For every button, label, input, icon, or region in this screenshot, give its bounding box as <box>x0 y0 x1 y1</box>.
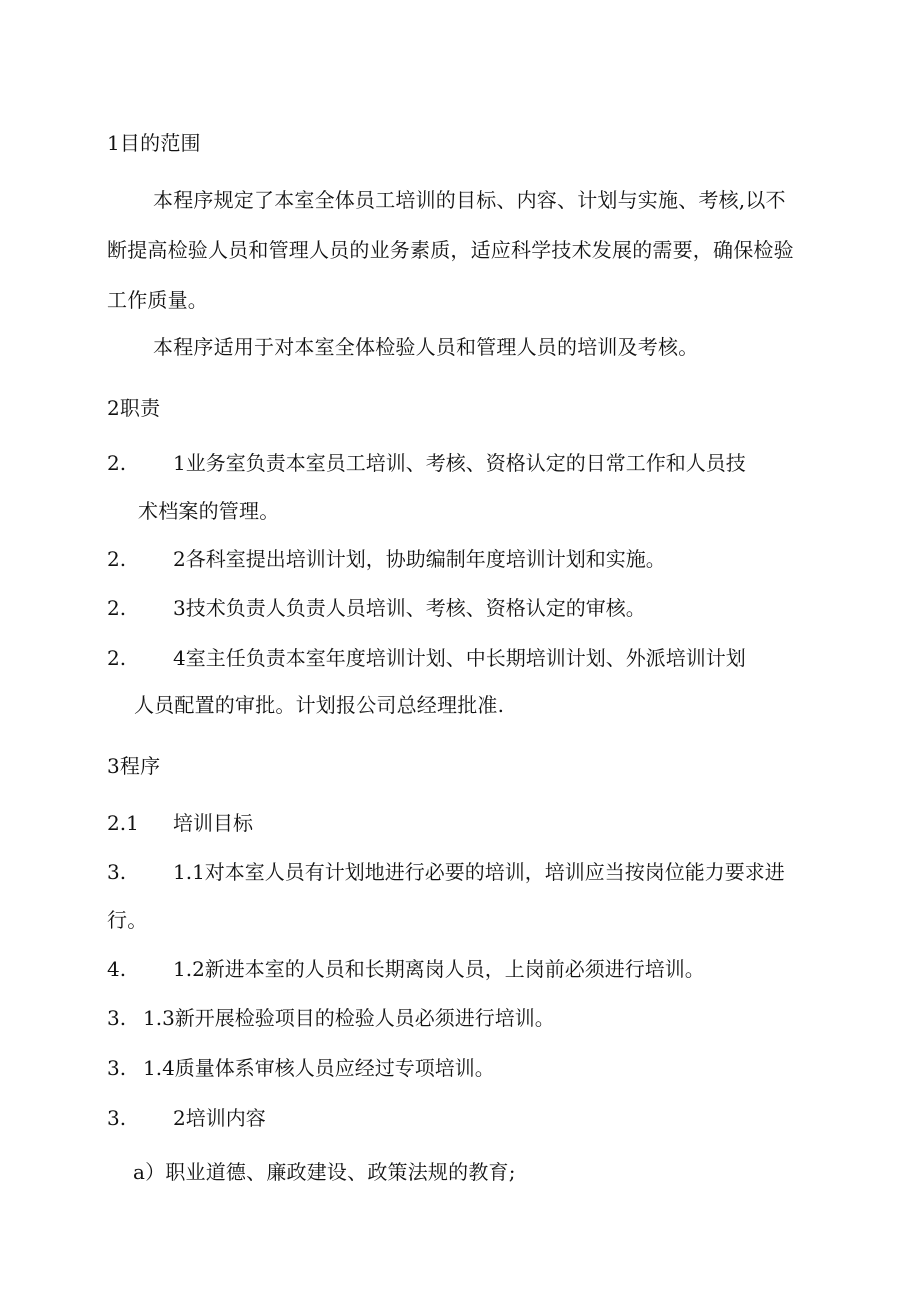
item-text: 3技术负责人负责人员培训、考核、资格认定的审核。 <box>173 596 646 620</box>
section-3-heading: 3程序 <box>107 754 161 778</box>
subsection-heading <box>107 809 253 837</box>
item-number: 3. <box>107 1006 127 1030</box>
subsection-title: 培训目标 <box>173 811 253 835</box>
item-text: 1.1对本室人员有计划地进行必要的培训，培训应当按岗位能力要求进 <box>173 860 785 884</box>
section-2-heading: 2职责 <box>107 396 161 420</box>
item-text: 1.4质量体系审核人员应经过专项培训。 <box>143 1056 495 1080</box>
item-number: 3. <box>107 860 127 884</box>
list-item <box>107 594 646 622</box>
item-number: 3. <box>107 1106 127 1130</box>
section-1-paragraph-1-line-2: 断提高检验人员和管理人员的业务素质，适应科学技术发展的需要，确保检验 <box>107 238 794 262</box>
section-1-paragraph-1-line-3: 工作质量。 <box>107 288 208 312</box>
list-item <box>107 955 705 983</box>
item-number: 4. <box>107 957 127 981</box>
section-1-paragraph-1-line-1: 本程序规定了本室全体员工培训的目标、内容、计划与实施、考核,以不 <box>153 188 786 212</box>
list-item <box>107 858 785 886</box>
section-1-heading: 1目的范围 <box>107 131 201 155</box>
list-item <box>107 449 746 477</box>
item-text: 4室主任负责本室年度培训计划、中长期培训计划、外派培训计划 <box>173 646 746 670</box>
section-1-paragraph-2: 本程序适用于对本室全体检验人员和管理人员的培训及考核。 <box>153 335 699 359</box>
list-item <box>107 545 666 573</box>
list-item-a: a）职业道德、廉政建设、政策法规的教育; <box>133 1160 516 1184</box>
subsection-number: 2.1 <box>107 811 139 835</box>
list-item <box>107 644 746 672</box>
item-number: 2. <box>107 646 127 670</box>
list-item <box>107 1054 495 1082</box>
item-text: 1.3新开展检验项目的检验人员必须进行培训。 <box>143 1006 555 1030</box>
item-number: 3. <box>107 1056 127 1080</box>
item-continuation: 术档案的管理。 <box>138 499 280 523</box>
item-number: 2. <box>107 451 127 475</box>
item-text: 1.2新进本室的人员和长期离岗人员，上岗前必须进行培训。 <box>173 957 705 981</box>
item-number: 2. <box>107 547 127 571</box>
item-text: 1业务室负责本室员工培训、考核、资格认定的日常工作和人员技 <box>173 451 746 475</box>
item-text: 2各科室提出培训计划，协助编制年度培训计划和实施。 <box>173 547 666 571</box>
item-continuation: 行。 <box>107 908 148 932</box>
list-item <box>107 1004 555 1032</box>
item-text: 2培训内容 <box>173 1106 266 1130</box>
item-continuation: 人员配置的审批。计划报公司总经理批准. <box>134 693 505 717</box>
list-item <box>107 1104 266 1132</box>
item-number: 2. <box>107 596 127 620</box>
